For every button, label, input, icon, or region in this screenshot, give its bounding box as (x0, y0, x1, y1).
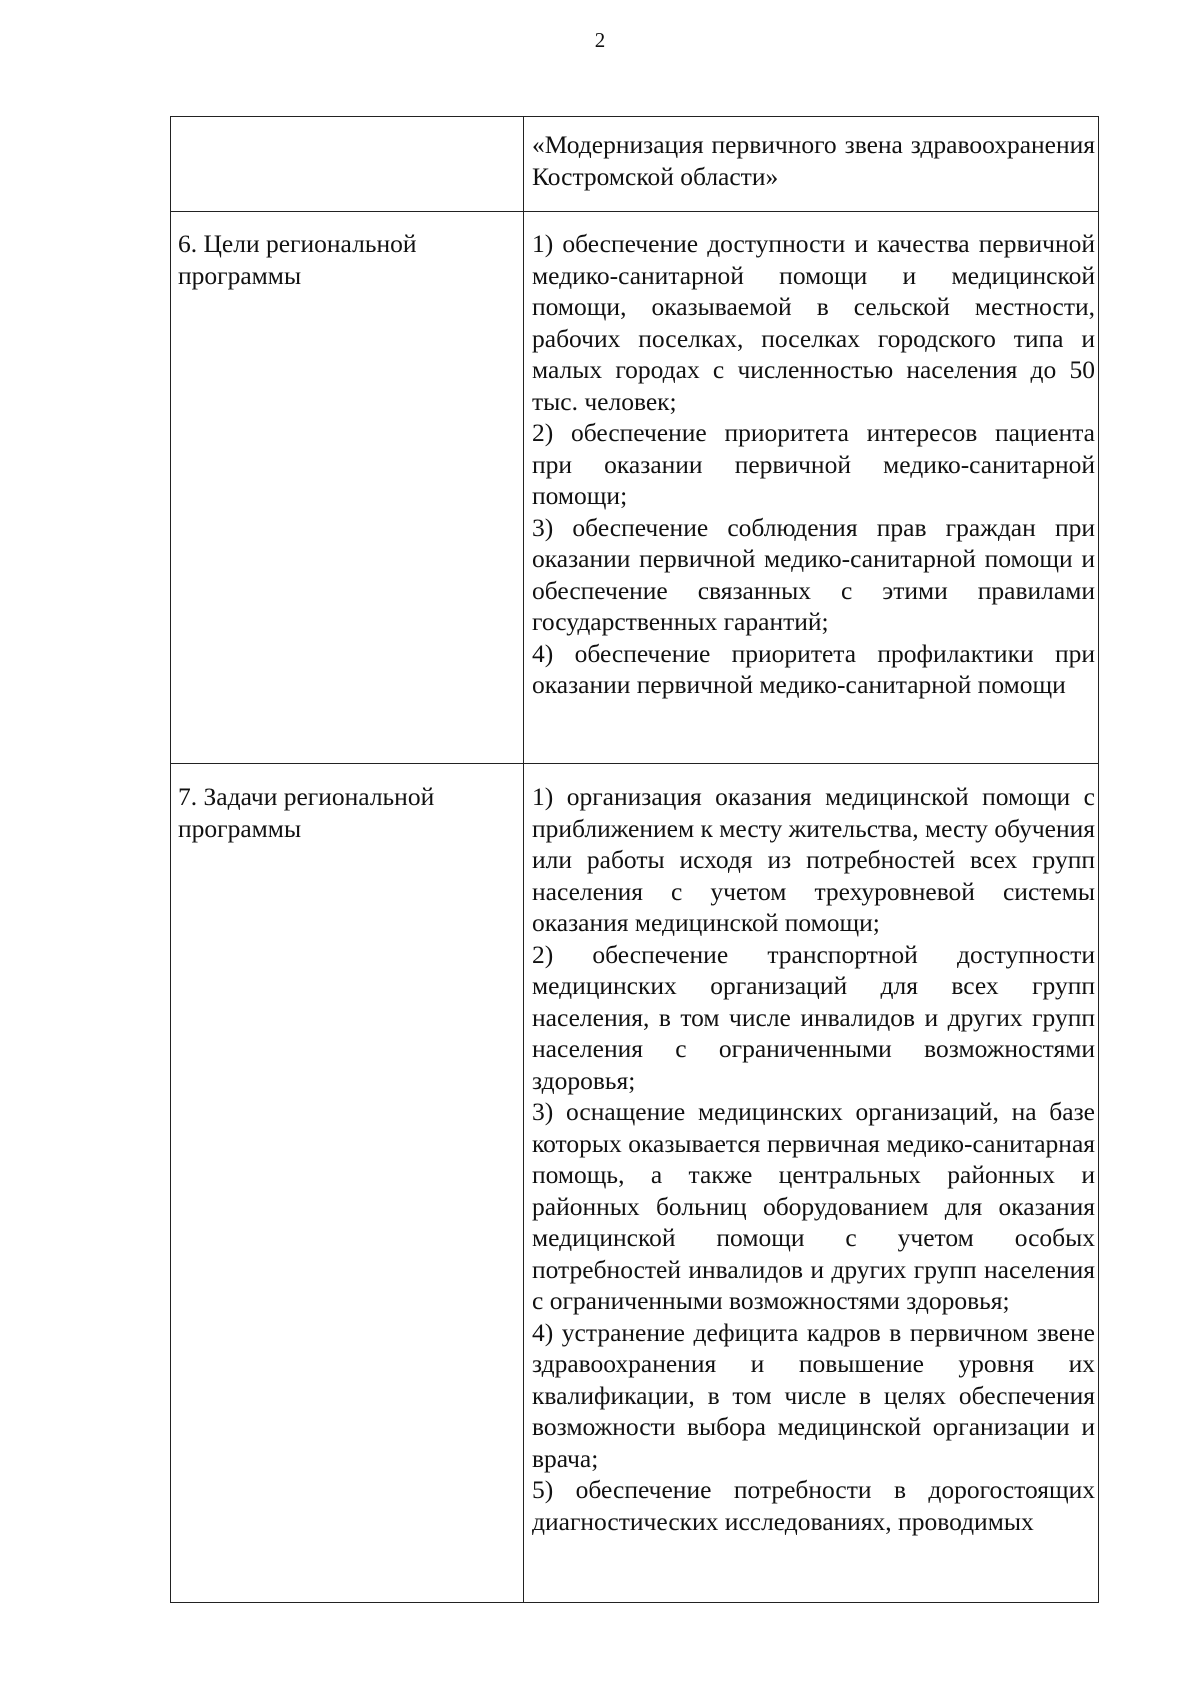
row-content-cell (524, 212, 1099, 764)
table-row (171, 764, 1099, 1603)
goal-item: 1) обеспечение доступности и качества первичной медико-санитарной помощи и медицинской помощи, оказываемой в сельской местности, рабочих поселках, поселках городского типа и малых городах с численностью населения до 50 тыс. человек; (532, 229, 1095, 416)
task-item: 2) обеспечение транспортной доступности медицинских организаций для всех групп населения, в том числе инвалидов и других групп населения с ограниченными возможностями здоровья; (532, 939, 1095, 1095)
goal-item: 4) обеспечение приоритета профилактики при оказании первичной медико-санитарной помощи (532, 638, 1095, 699)
goal-item: 3) обеспечение соблюдения прав граждан при оказании первичной медико-санитарной помощи и обеспечение связанных с этими правилами государственных гарантий; (532, 512, 1095, 636)
row-content-cell (524, 117, 1099, 212)
table-row (171, 212, 1099, 764)
program-passport-table (170, 116, 1099, 1603)
row-label-goals: 6. Цели региональной программы (178, 229, 417, 290)
task-item: 1) организация оказания медицинской помощи с приближением к месту жительства, месту обучения или работы исходя из потребностей всех групп населения с учетом трехуровневой системы оказания медицинской помощи; (532, 782, 1095, 937)
program-title-text: «Модернизация первичного звена здравоохранения Костромской области» (532, 130, 1095, 191)
page-number: 2 (594, 28, 606, 52)
row-content-cell (524, 764, 1099, 1603)
row-label-cell (171, 212, 524, 764)
goal-item: 2) обеспечение приоритета интересов пациента при оказании первичной медико-санитарной помощи; (532, 418, 1095, 510)
row-label-cell (171, 764, 524, 1603)
task-item: 4) устранение дефицита кадров в первичном звене здравоохранения и повышение уровня их квалификации, в том числе в целях обеспечения возможности выбора медицинской организации и врача; (532, 1317, 1095, 1473)
row-label-cell (171, 117, 524, 212)
table-row (171, 117, 1099, 212)
row-label-tasks: 7. Задачи региональной программы (178, 782, 435, 843)
task-item: 5) обеспечение потребности в дорогостоящих диагностических исследованиях, проводимых (532, 1475, 1095, 1536)
task-item: 3) оснащение медицинских организаций, на базе которых оказывается первичная медико-санитарная помощь, а также центральных районных и районных больниц оборудованием для оказания медицинской помощи с учетом особых потребностей инвалидов и других групп населения с ограниченными возможностями здоровья; (532, 1097, 1095, 1315)
